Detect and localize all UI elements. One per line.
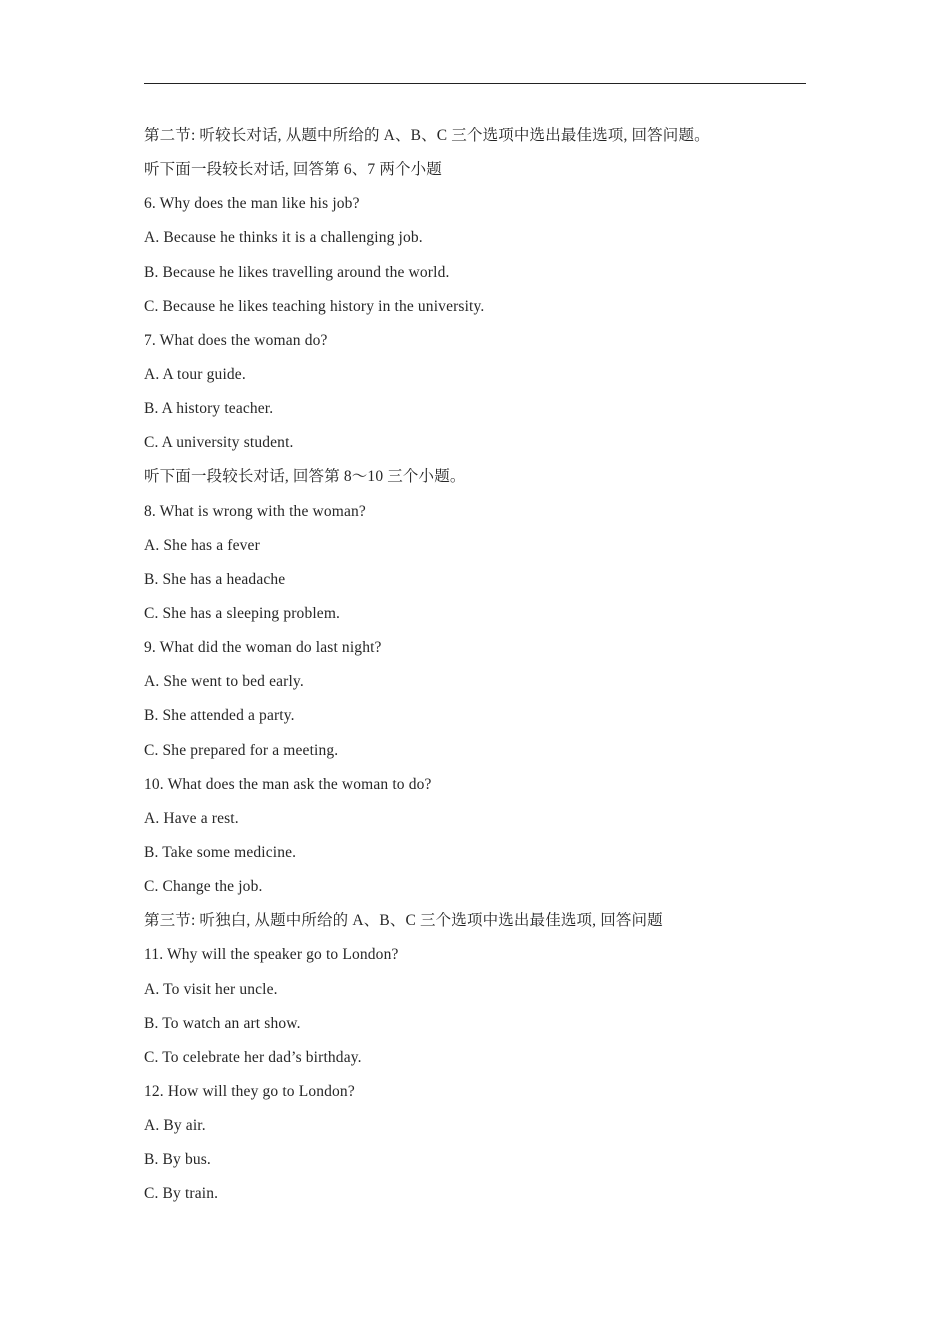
header-rule: [144, 83, 806, 84]
document-body: [144, 124, 824, 1217]
answer-option: B. To watch an art show.: [144, 1014, 301, 1032]
answer-option: B. She has a headache: [144, 570, 286, 588]
answer-option: B. By bus.: [144, 1151, 211, 1169]
answer-option: C. By train.: [144, 1185, 219, 1203]
answer-option: A. A tour guide.: [144, 365, 246, 383]
answer-option: A. She went to bed early.: [144, 673, 304, 691]
section-heading: 第二节: 听较长对话, 从题中所给的 A、B、C 三个选项中选出最佳选项, 回答问题。: [144, 127, 710, 144]
question-text: 9. What did the woman do last night?: [144, 639, 382, 657]
answer-option: B. A history teacher.: [144, 400, 274, 418]
instruction-text: 听下面一段较长对话, 回答第 8～10 三个小题。: [144, 468, 466, 486]
question-text: 8. What is wrong with the woman?: [144, 502, 366, 520]
answer-option: C. To celebrate her dad’s birthday.: [144, 1048, 362, 1066]
question-text: 6. Why does the man like his job?: [144, 195, 360, 213]
section-heading: 第三节: 听独白, 从题中所给的 A、B、C 三个选项中选出最佳选项, 回答问题: [144, 912, 663, 930]
question-text: 11. Why will the speaker go to London?: [144, 946, 399, 964]
answer-option: A. By air.: [144, 1117, 206, 1135]
answer-option: C. A university student.: [144, 434, 294, 452]
question-text: 7. What does the woman do?: [144, 331, 328, 349]
answer-option: A. She has a fever: [144, 536, 260, 554]
answer-option: C. She has a sleeping problem.: [144, 604, 341, 622]
answer-option: B. She attended a party.: [144, 707, 295, 725]
question-text: 12. How will they go to London?: [144, 1082, 355, 1100]
answer-option: A. To visit her uncle.: [144, 980, 278, 998]
answer-option: B. Because he likes travelling around the world.: [144, 263, 450, 281]
answer-option: B. Take some medicine.: [144, 843, 297, 861]
answer-option: C. She prepared for a meeting.: [144, 741, 339, 759]
answer-option: A. Have a rest.: [144, 809, 239, 827]
question-text: 10. What does the man ask the woman to do?: [144, 775, 432, 793]
instruction-text: 听下面一段较长对话, 回答第 6、7 两个小题: [144, 161, 442, 179]
answer-option: C. Change the job.: [144, 878, 263, 896]
answer-option: C. Because he likes teaching history in the university.: [144, 297, 485, 315]
answer-option: A. Because he thinks it is a challenging job.: [144, 229, 423, 247]
